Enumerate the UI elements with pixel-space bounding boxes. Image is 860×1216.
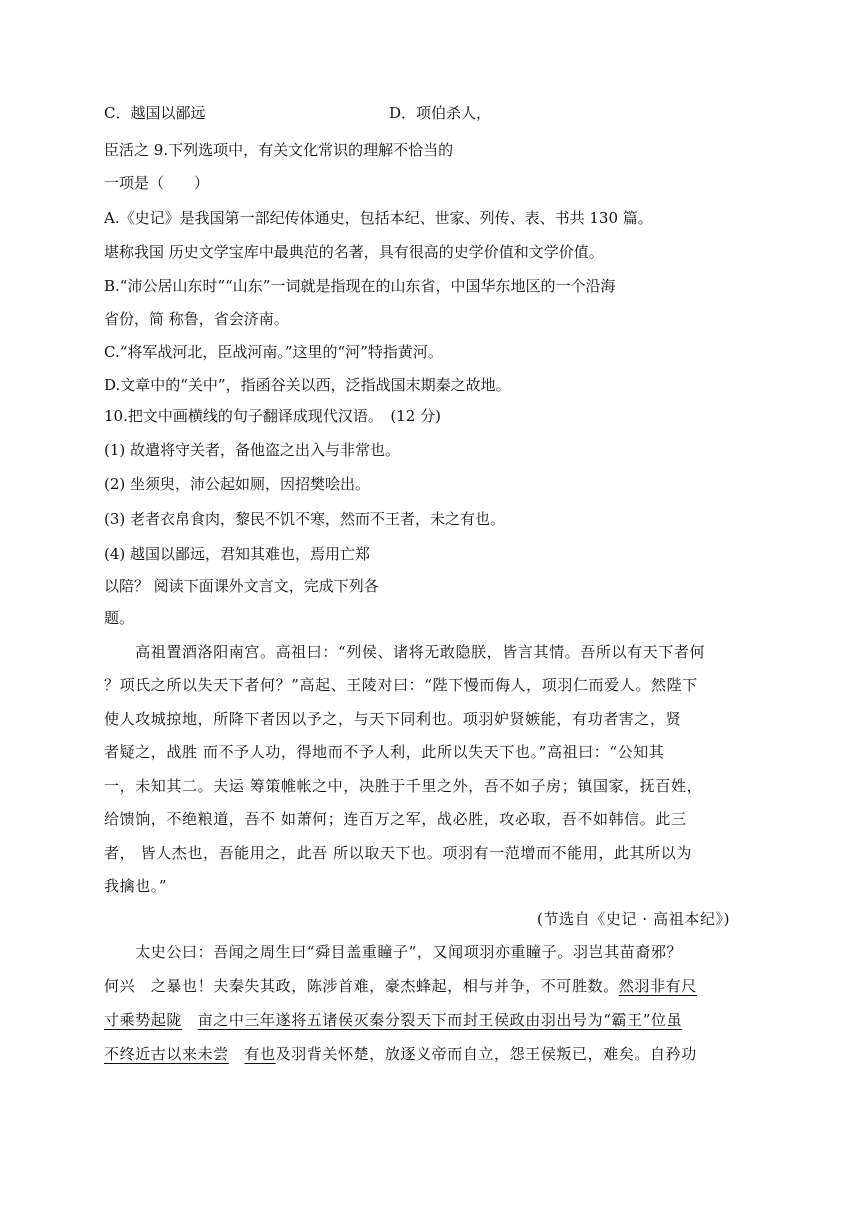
option-c: C．越国以鄙远 <box>104 104 206 122</box>
translate-item-2: (2) 坐须臾，沛公起如厕，因招樊哙出。 <box>104 475 371 493</box>
q9-prefix: 臣活之 <box>104 141 150 159</box>
option-d-culture: D.文章中的“关中”，指函谷关以西，泛指战国末期秦之故地。 <box>104 376 511 394</box>
option-a-line-2: 堪称我国 历史文学宝库中最典范的名著，具有很高的史学价值和文学价值。 <box>104 243 604 261</box>
option-c-culture: C.“将军战河北，臣战河南。”这里的“河”特指黄河。 <box>104 343 443 361</box>
passage1-line-2: ？项氏之所以失天下者何？”高起、王陵对曰：“陛下慢而侮人，项羽仁而爱人。然陛下 <box>104 676 698 694</box>
translate-item-4-end: 题。 <box>104 609 135 627</box>
q9-stem: 9.下列选项中，有关文化常识的理解不恰当的 <box>149 141 454 159</box>
underlined-sentence: 有也 <box>244 1045 276 1063</box>
underlined-sentence: 不终近古以来未尝 <box>104 1045 229 1063</box>
passage2-line-3 <box>104 1010 682 1030</box>
underlined-sentence: 寸乘势起陇 <box>104 1011 183 1029</box>
q10-stem: 10.把文中画横线的句子翻译成现代汉语。 (12 分) <box>104 407 441 425</box>
passage1-line-6: 给馈饷，不绝粮道，吾不 如萧何；连百万之军，战必胜，攻必取，吾不如韩信。此三 <box>104 810 687 828</box>
passage1-line-5: 一，未知其二。夫运 筹策帷帐之中，决胜于千里之外，吾不如子房；镇国家，抚百姓， <box>104 777 703 795</box>
underlined-sentence: 亩之中三年遂将五诸侯灭秦分裂天下而封王侯政由羽出号为“霸王”位虽 <box>197 1011 683 1029</box>
passage2-fragment: 何兴 <box>104 977 136 995</box>
passage2-text: 及羽背关怀楚，放逐义帝而自立，怨王侯叛已，难矣。自矜功 <box>275 1045 697 1063</box>
option-b-line-1: B.“沛公居山东时”“山东”一词就是指现在的山东省，中国华东地区的一个沿海 <box>104 277 616 295</box>
passage1-line-7: 者， 皆人杰也，吾能用之，此吾 所以取天下也。项羽有一范增而不能用，此其所以为 <box>104 844 692 862</box>
passage1-line-1: 高祖置酒洛阳南宫。高祖曰：“列侯、诸将无敢隐朕，皆言其情。吾所以有天下者何 <box>104 643 706 661</box>
passage1-line-4: 者疑之，战胜 而不予人功，得地而不予人利，此所以失天下也。”高祖曰：“公知其 <box>104 743 665 761</box>
passage1-source: (节选自《史记 · 高祖本纪》) <box>537 910 731 928</box>
passage1-line-8: 我擒也。” <box>104 877 168 895</box>
passage1-line-3: 使人攻城掠地，所降下者因以予之，与天下同利也。项羽妒贤嫉能，有功者害之，贤 <box>104 710 682 728</box>
passage2-line-2 <box>104 976 697 996</box>
translate-item-4-cont: 以陪？ 阅读下面课外文言文，完成下列各 <box>104 577 379 595</box>
passage2-line-1: 太史公曰：吾闻之周生曰“舜目盖重瞳子”，又闻项羽亦重瞳子。羽岂其苗裔邪？ <box>104 943 683 961</box>
option-b-line-2: 省份，简 称鲁，省会济南。 <box>104 310 289 328</box>
passage2-text: 之暴也！夫秦失其政，陈涉首难，豪杰蜂起，相与并争，不可胜数。 <box>150 977 619 995</box>
translate-item-4: (4) 越国以鄙远，君知其难也，焉用亡郑 <box>104 545 371 563</box>
underlined-sentence: 然羽非有尺 <box>618 977 697 995</box>
option-d: D．项伯杀人， <box>389 104 492 122</box>
q9-line-1 <box>104 140 453 160</box>
translate-item-3: (3) 老者衣帛食肉，黎民不饥不寒，然而不王者，未之有也。 <box>104 510 506 528</box>
q9-line-2: 一项是（ ） <box>104 174 210 192</box>
translate-item-1: (1) 故遣将守关者，备他盗之出入与非常也。 <box>104 441 401 459</box>
passage2-line-4 <box>104 1044 697 1064</box>
option-a-line-1: A.《史记》是我国第一部纪传体通史，包括本纪、世家、列传、表、书共 130 篇。 <box>104 209 653 227</box>
